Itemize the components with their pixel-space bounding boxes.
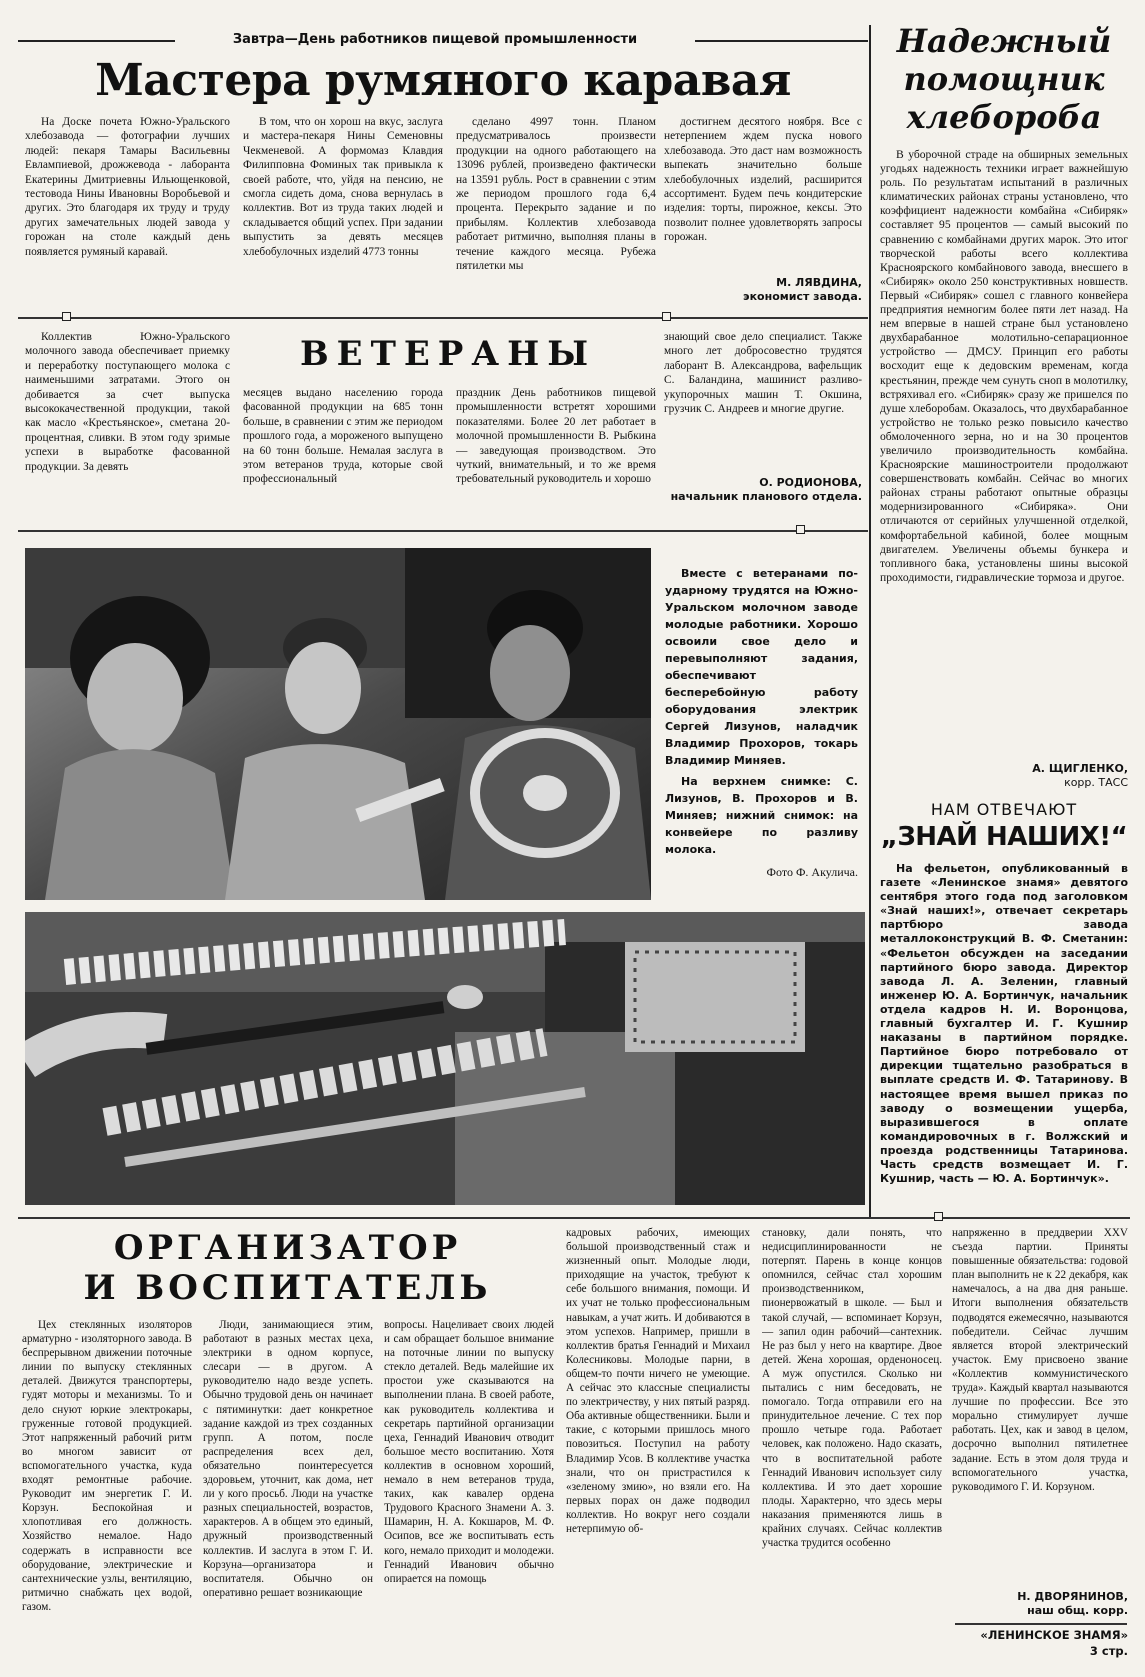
top-article-title: Мастера румяного каравая <box>95 55 791 106</box>
right-article-signature: А. ЩИГЛЕНКО, корр. ТАСС <box>1032 762 1128 789</box>
photo-conveyor-image <box>25 912 865 1205</box>
photo-conveyor <box>25 912 865 1205</box>
divider-2 <box>18 530 868 532</box>
divider-1-square-right <box>662 312 671 321</box>
photo-caption-text: Вместе с ветеранами по-ударному трудятся на Южно-Уральском молочном заводе молодые работники. Хорошо освоили свое дело и перевыполняют задания, обеспечивают бесперебойную работу оборудования электрик Сергей Лизунов, наладчик Владимир Прохоров, токарь Владимир Миняев. <box>665 567 858 767</box>
right-article-body: В уборочной страде на обширных земельных угодьях надежность техники играет важнейшую роль. По результатам испытаний в различных климатических районах страны установлено, что коэффициент надежности комбайна «Сибиряк» составляет 95 процентов — самый высокий по сравнению с комбайнами других марок. Это итог творческой работы всего коллектива Красноярского комбайнового завода, внесшего в «Сибиряк» около 250 конструктивных новшеств. Первый «Сибиряк» сошел с главного конвейера предприятия немногим более пяти лет назад. На нем впервые в нашей стране был установлено двухбарабанное молотильно-сепарационное устройство — ДМСУ. Принцип его работы восходит еще к дедовским временам, когда крестьянин, прежде чем сунуть сноп в молотилку, встряхивал его. «Сибиряк» сразу же пришелся по душе хлеборобам. Оказалось, что двухбарабанное устройство не только резко повысило качество обмолоченного зерна, но и на 30 процентов увеличило производительность комбайна. Красноярские машиностроители продолжают совершенствовать комбайн. Сейчас во многих районах страны работают опытные образцы модернизированного «Сибиряка». Они отличаются от серийных улучшенной отделкой, комфортабельной кабиной, более мощным двигателем. Увеличены объемы бункера и топливного бака, установлены шины высокой проходимости, гидравлические тормоза и другое. <box>880 148 1128 584</box>
footer-paper-name: «ЛЕНИНСКОЕ ЗНАМЯ» <box>980 1628 1128 1642</box>
answers-title: „ЗНАЙ НАШИХ!“ <box>880 822 1128 852</box>
top-article-col-4: достигнем десятого ноября. Все с нетерпением ждем пуска нового хлебозавода. Это даст нам возможность выпекать значительно больше хлебобулочных изделий, расширится ассортимент. Будем печь кондитерские изделия: торты, пирожное, кексы. Это позволит полнее удовлетворять запросы горожан. <box>664 116 862 244</box>
veterans-signature: О. РОДИОНОВА, начальник планового отдела. <box>670 476 862 503</box>
photo-caption-note: На верхнем снимке: С. Лизунов, В. Прохоров и В. Миняев; нижний снимок: на конвейере по разливу молока. <box>665 775 858 856</box>
column-rule-right <box>869 25 871 1217</box>
top-article-signature: М. ЛЯВДИНА, экономист завода. <box>743 276 862 303</box>
veterans-title: ВЕТЕРАНЫ <box>299 334 597 374</box>
veterans-col-1: Коллектив Южно-Уральского молочного завода обеспечивает приемку и переработку поступающего молока с наименьшими затратами. Этого он добивается за счет выпуска высококачественной продукции, такой как масло «Крестьянское», сметана 20-процентная, сливки. В этом году зримые успехи в выработке фасованной продукции. За девять <box>25 331 230 473</box>
divider-1-square <box>62 312 71 321</box>
top-article-col-3: сделано 4997 тонн. Планом предусматривалось произвести продукции на одного работающего на 13096 рублей, произведено фактически на 13591 рубль. Рост в сравнении с этим же периодом прошлого года 6,4 процента. Перекрыто задание и по прибылям. Коллектив хлебозавода работает ритмично, выполняя планы в течение каждого месяца. Рубежа пятилетки мы <box>456 116 656 273</box>
photo-caption <box>665 565 858 881</box>
organizer-col-5: становку, дали понять, что недисциплинированности не потерпят. Парень в конце концов опомнился, сейчас стал хорошим производственником, пионервожатый в школе. — Был и такой случай, — вспоминает Корзун, — запил один рабочий—сантехник. Не раз был у него на квартире. Двое детей. Жена хорошая, орденоносец. А муж опустился. Сколько ни пытались с ним беседовать, не помогало. Тогда отправили его на принудительное лечение. С тех пор прошло четыре года. Работает человек, как положено. Надо сказать, что в воспитательной работе Геннадий Иванович использует силу коллектива. И это дает хорошие плоды. Характерно, что здесь меры наказания применяются лишь в крайних случаях. Сейчас коллектив участка трудится особенно <box>762 1227 942 1550</box>
answers-body: На фельетон, опубликованный в газете «Ленинское знамя» девятого сентября этого года под заголовком «Знай наших!», отвечает секретарь партбюро завода металлоконструкций В. Ф. Сметанин: «Фельетон обсужден на заседании партийного бюро завода. Директор завода Л. А. Зеленин, главный инженер Ю. А. Бортинчук, начальник отдела кадров Н. И. Воронцова, главный бухгалтер И. Г. Кушнир наказаны в партийном порядке. Партийное бюро потребовало от дирекции тщательно разобраться в выплате средств И. Ф. Татаринову. В настоящее время вышел приказ по заводу о возмещении ущерба, выразившегося в оплате командировочных в г. Волжский и проезда родственницы Татаринова. Часть средств возмещает И. Г. Кушнир, часть — Ю. А. Бортинчук». <box>880 862 1128 1186</box>
top-article-col-2: В том, что он хорош на вкус, заслуга и мастера-пекаря Нины Семеновны Чекменевой. А формомаз Клавдия Филипповна Фоминых так привыкла к своей работе, что, уйдя на пенсию, не смогла сидеть дома, снова вернулась в коллектив. Вот из труда таких людей и складывается общий успех. При задании выпустить за девять месяцев хлебобулочных изделий 4773 тонны <box>243 116 443 258</box>
veterans-col-4: знающий свое дело специалист. Также много лет добросовестно трудятся лаборант В. Александрова, вафельщик С. Баландина, машинист разливо-укупорочных машин Т. Окшина, грузчик С. Андреев и многие другие. <box>664 331 862 416</box>
divider-1 <box>18 317 868 319</box>
photo-workers <box>25 548 651 900</box>
organizer-col-2: Люди, занимающиеся этим, работают в разных местах цеха, электрики в одном корпусе, слесари — в другом. А руководителю надо везде успеть. Обычно трудовой день он начинает с пятиминутки: дает конкретное задание каждой из трех созданных групп. А потом, после распределения всех дел, обязательно поинтересуется здоровьем, уточнит, как дома, нет ли у кого просьб. Люди на участке разных специальностей, возрастов, характеров. А в общем это единый, дружный производственный коллектив. И заслуга в этом Г. И. Корзуна—организатора и воспитателя. Обычно он оперативно решает возникающие <box>203 1319 373 1599</box>
photo-workers-image <box>25 548 651 900</box>
footer-page-number: 3 стр. <box>1089 1644 1128 1658</box>
organizer-title: ОРГАНИЗАТОР И ВОСПИТАТЕЛЬ <box>83 1228 492 1308</box>
footer-rule <box>955 1623 1127 1625</box>
organizer-signature: Н. ДВОРЯНИНОВ, наш общ. корр. <box>1017 1590 1128 1617</box>
right-article-title: Надежный помощник хлебороба <box>896 22 1112 136</box>
answers-kicker: НАМ ОТВЕЧАЮТ <box>930 800 1078 819</box>
divider-3-square <box>934 1212 943 1221</box>
organizer-col-3: вопросы. Нацеливает своих людей и сам обращает большое внимание на поточные линии по выпуску стекло деталей. Ведь малейшие их простои уже сказываются на выполнении плана. В своей работе, как руководитель коллектива и секретарь партийной организации цеха, Геннадий Иванович отводит большое место воспитанию. Хотя коллектив в основном хороший, немало в нем ветеранов труда, таких, как кавалер ордена Трудового Красного Знамени А. З. Шамарин, Н. А. Кокшаров, М. Ф. Осипов, все же воспитывать есть кого, немало приходит и молодежи. Геннадий Иванович обычно опирается на помощь <box>384 1319 554 1585</box>
organizer-col-1: Цех стеклянных изоляторов арматурно - изоляторного завода. В беспрерывном движении поточные линии по выпуску стеклянных деталей. Движутся транспортеры, гудят моторы и механизмы. То и дело снуют юркие электрокары, груженные готовой продукцией. Этот напряженный рабочий ритм во многом зависит от вспомогательного участка, куда входят ремонтные рабочие. Руководит им энергетик Г. И. Корзун. Беспокойная и хлопотливая его должность. Хозяйство немалое. Надо содержать в исправности все оборудование, электрические и сантехнические узлы, вентиляцию, ритмично снабжать цех водой, газом. <box>22 1319 192 1613</box>
organizer-col-4: кадровых рабочих, имеющих большой производственный стаж и жизненный опыт. Молодые люди, приходящие на участок, требуют к себе большого внимания, помощи. И их учат не только профессиональным навыкам, а учат жить. И добиваются в этом успехов. Например, пришли в коллектив братья Геннадий и Михаил Колесниковы. Молодые парни, в общем-то почти ничего не умеющие. А сейчас это классные специалисты по электричеству, у них пятый разряд. Оба активные общественники. Были и такие, с которыми пришлось много повозиться. Поступил на работу Владимир Усов. В коллективе участка знали, что он пристрастился к «зеленому змию», но взяли его. На первых порах он даже подводил коллектив. Но вокруг него создали нетерпимую об- <box>566 1227 750 1535</box>
top-article-col-1: На Доске почета Южно-Уральского хлебозавода — фотографии лучших людей: пекаря Тамары Васильевны Евлампиевой, дрожжевода - лаборанта Екатерины Дмитриевны Ильющенковой, тестовода Нины Ивановны Воробьевой и других. Это благодаря их труду и труду других замечательных людей завода у горожан на столе каждый день появляется румяный каравай. <box>25 116 230 258</box>
divider-2-square <box>796 525 805 534</box>
veterans-col-2: месяцев выдано населению города фасованной продукции на 685 тонн больше, в сравнении с этим же периодом прошлого года, а мороженого выпущено на 60 тонн больше. Немалая заслуга в этом ветеранов труда, которые свой профессиональный <box>243 387 443 486</box>
veterans-col-3: праздник День работников пищевой промышленности встретят хорошими показателями. Более 20 лет работает в молочной промышленности В. Рыбкина — заведующая производством. Это чуткий, внимательный, и то же время требовательный руководитель и хорошо <box>456 387 656 486</box>
organizer-col-6: напряженно в преддверии XXV съезда партии. Приняты повышенные обязательства: годовой план выполнить не к 22 декабря, как намечалось, а на два дня раньше. Итоги выполнения обязательств подводятся ежемесячно, называются победители. Сейчас лучшим является второй электрический участок. Ему присвоено звание «Коллектив коммунистического труда». Каждый квартал называются лучшие по профессии. Все это морально стимулирует лучше работать. Цех, как и завод в целом, досрочно выполнил пятилетнее задание. Есть в этом доля труда и вспомогательного участка, руководимого Г. И. Корзуном. <box>952 1227 1128 1493</box>
top-rubric: Завтра—День работников пищевой промышленности <box>175 32 695 47</box>
divider-3 <box>18 1217 1130 1219</box>
photo-credit: Фото Ф. Акулича. <box>766 865 858 879</box>
